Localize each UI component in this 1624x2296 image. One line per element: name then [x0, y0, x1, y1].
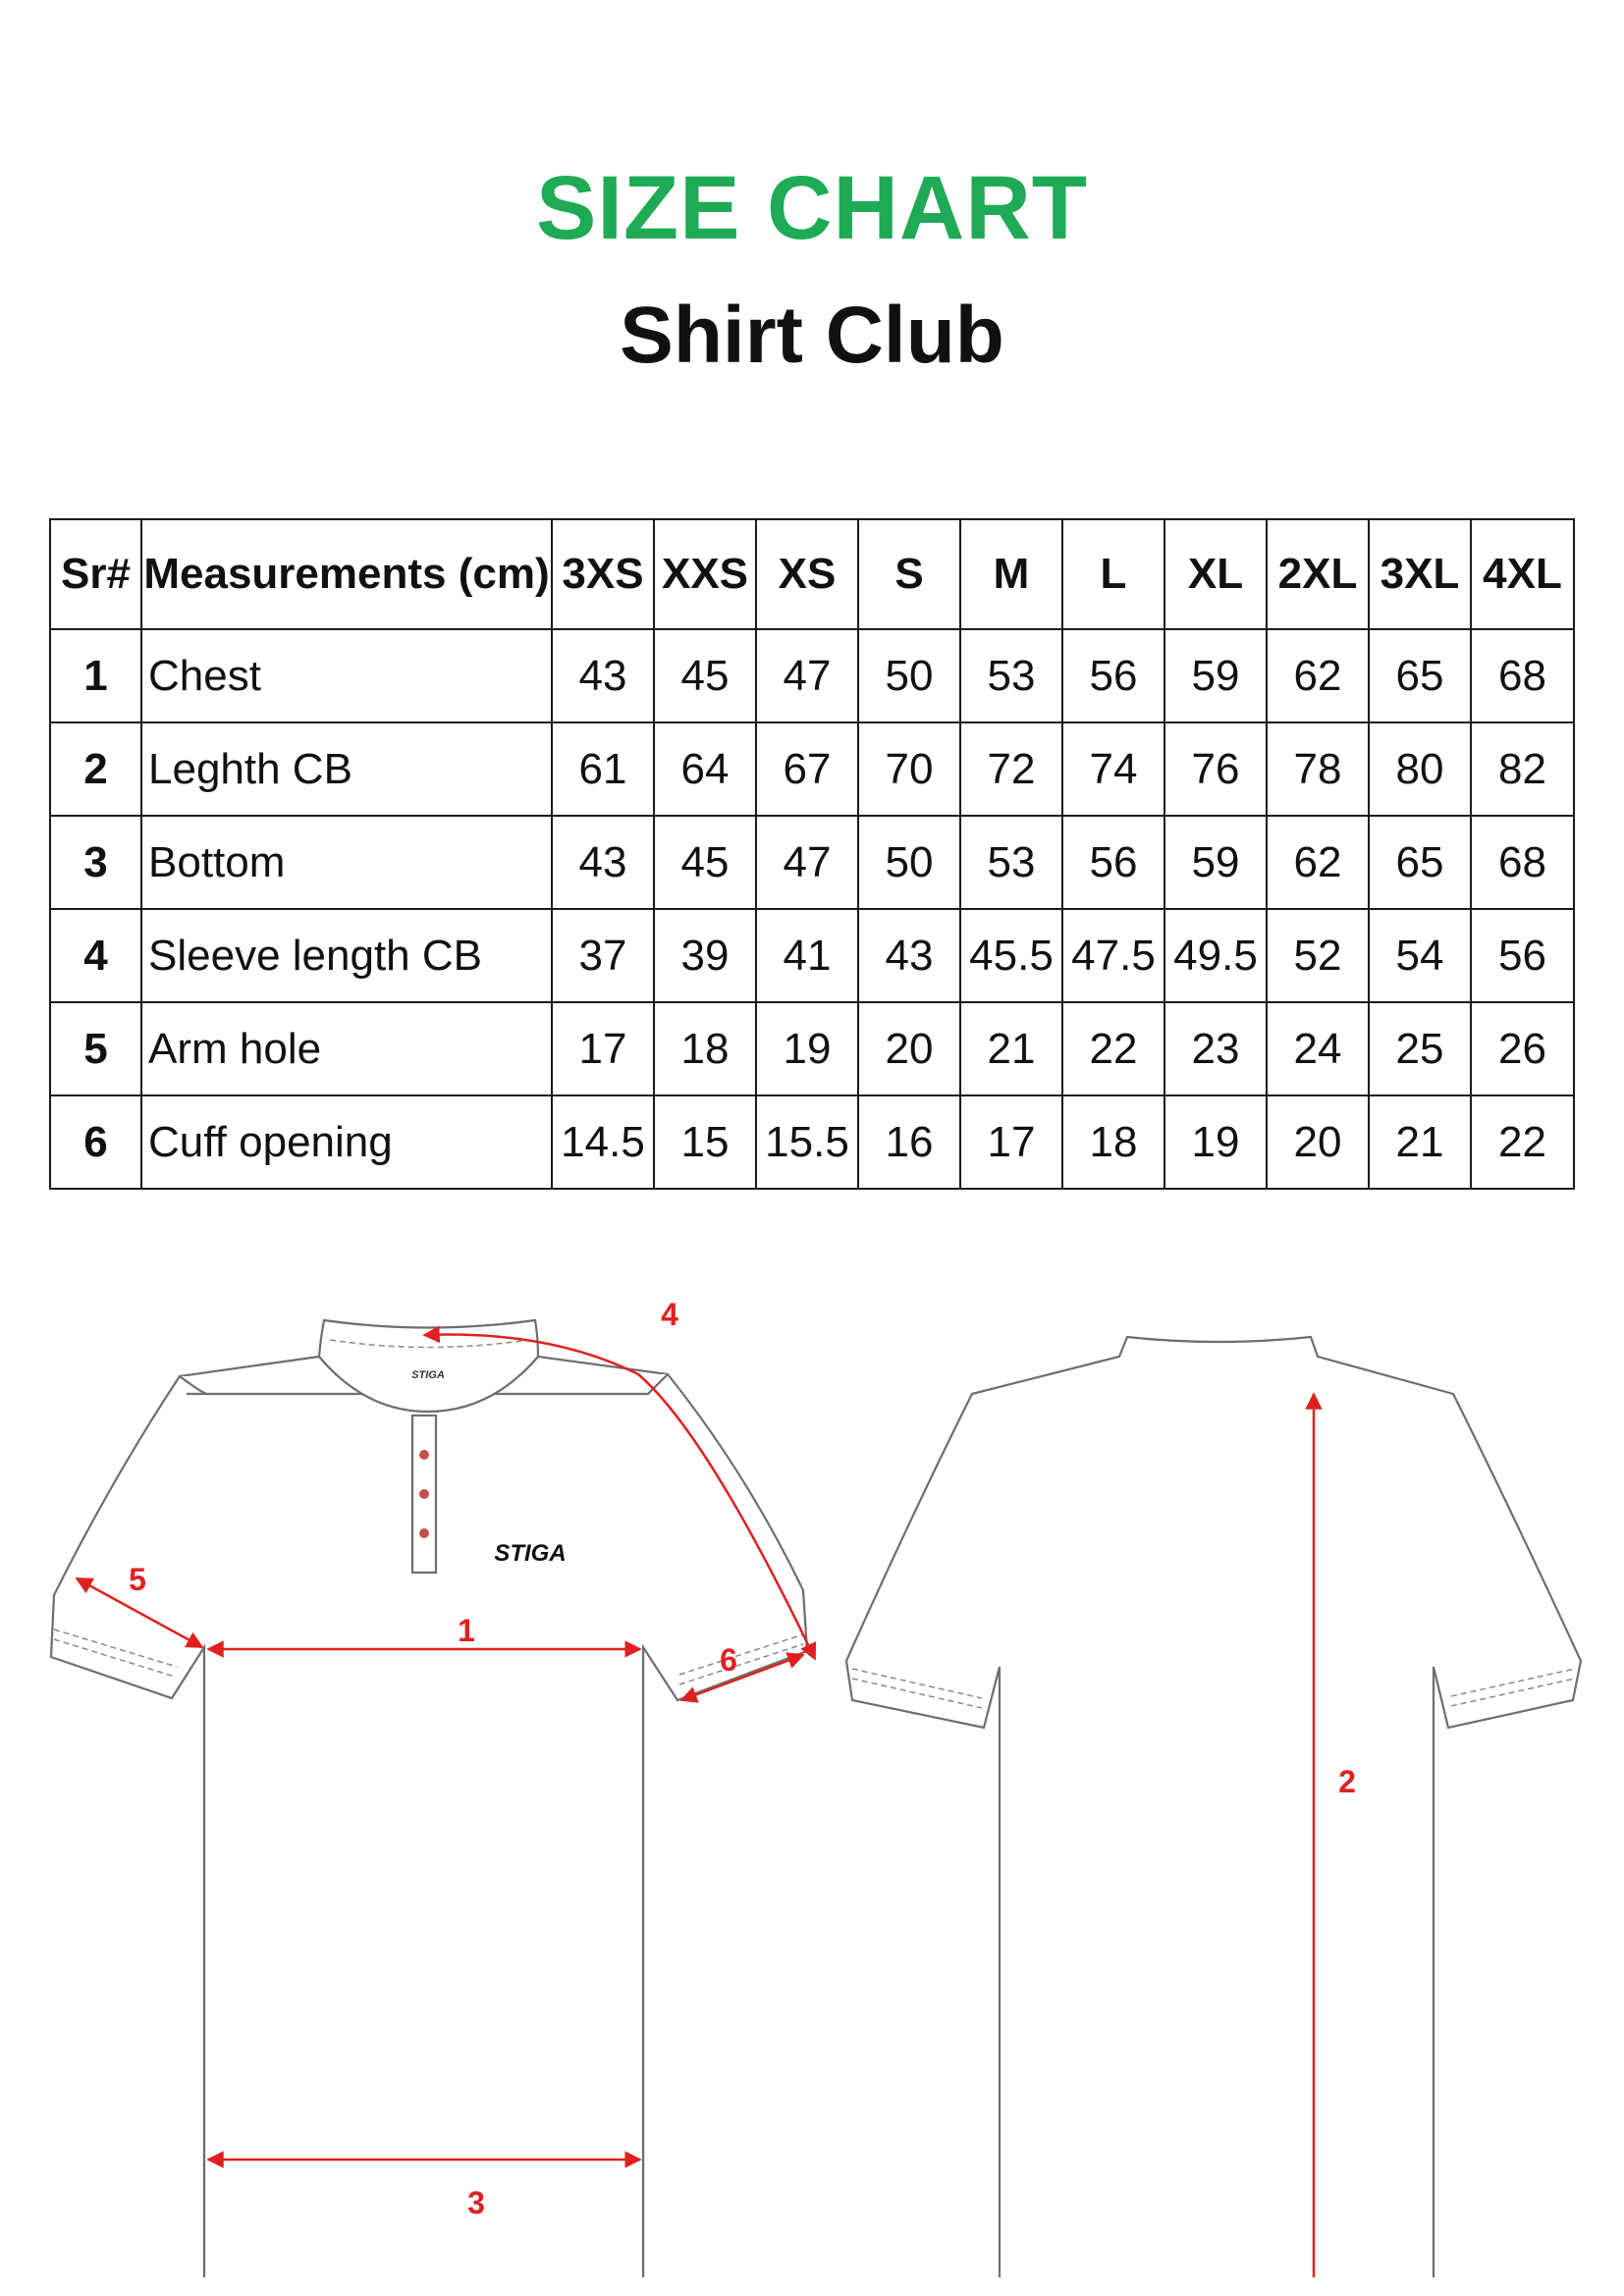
size-value: 23	[1164, 1002, 1267, 1095]
size-value: 17	[960, 1095, 1062, 1189]
collar-logo: STIGA	[411, 1369, 445, 1381]
size-value: 64	[654, 722, 756, 816]
size-value: 56	[1062, 629, 1164, 722]
size-value: 59	[1164, 629, 1267, 722]
size-value: 49.5	[1164, 909, 1267, 1002]
size-value: 18	[654, 1002, 756, 1095]
header-cell: 2XL	[1267, 519, 1369, 629]
size-value: 45	[654, 816, 756, 909]
size-value: 47	[756, 629, 858, 722]
header-cell: XL	[1164, 519, 1267, 629]
size-value: 24	[1267, 1002, 1369, 1095]
size-value: 50	[858, 629, 960, 722]
size-value: 15.5	[756, 1095, 858, 1189]
size-value: 21	[960, 1002, 1062, 1095]
size-value: 80	[1369, 722, 1471, 816]
header-cell: S	[858, 519, 960, 629]
size-value: 14.5	[552, 1095, 654, 1189]
size-value: 45	[654, 629, 756, 722]
size-value: 53	[960, 629, 1062, 722]
button-icon	[419, 1528, 429, 1538]
size-value: 37	[552, 909, 654, 1002]
size-value: 25	[1369, 1002, 1471, 1095]
table-row	[50, 909, 1574, 1002]
size-value: 61	[552, 722, 654, 816]
table-row	[50, 816, 1574, 909]
header-cell: Sr#	[50, 519, 141, 629]
table-header-row	[50, 519, 1574, 629]
header-cell: XS	[756, 519, 858, 629]
size-value: 65	[1369, 816, 1471, 909]
size-value: 67	[756, 722, 858, 816]
size-value: 78	[1267, 722, 1369, 816]
size-value: 45.5	[960, 909, 1062, 1002]
size-value: 62	[1267, 629, 1369, 722]
size-value: 68	[1471, 629, 1574, 722]
size-value: 53	[960, 816, 1062, 909]
size-value: 43	[552, 629, 654, 722]
measurement-name: Sleeve length CB	[141, 909, 552, 1002]
size-value: 18	[1062, 1095, 1164, 1189]
size-value: 52	[1267, 909, 1369, 1002]
measure-label-1: 1	[458, 1613, 475, 1648]
measure-label-3: 3	[467, 2185, 485, 2220]
size-value: 74	[1062, 722, 1164, 816]
size-value: 56	[1062, 816, 1164, 909]
size-value: 19	[1164, 1095, 1267, 1189]
size-value: 19	[756, 1002, 858, 1095]
size-value: 15	[654, 1095, 756, 1189]
header-cell: Measurements (cm)	[141, 519, 552, 629]
shirt-front-view	[51, 1320, 807, 2277]
size-value: 20	[1267, 1095, 1369, 1189]
size-value: 20	[858, 1002, 960, 1095]
size-value: 82	[1471, 722, 1574, 816]
size-value: 41	[756, 909, 858, 1002]
size-table	[49, 518, 1575, 1190]
header-cell: L	[1062, 519, 1164, 629]
measurement-name: Arm hole	[141, 1002, 552, 1095]
measurement-name: Leghth CB	[141, 722, 552, 816]
header-cell: XXS	[654, 519, 756, 629]
header-cell: 3XS	[552, 519, 654, 629]
measurement-name: Bottom	[141, 816, 552, 909]
measure-label-2: 2	[1338, 1764, 1356, 1799]
front-body-outline-icon	[204, 1647, 643, 2277]
size-value: 65	[1369, 629, 1471, 722]
size-value: 62	[1267, 816, 1369, 909]
row-number: 4	[50, 909, 141, 1002]
measure-label-4: 4	[661, 1297, 678, 1332]
row-number: 3	[50, 816, 141, 909]
size-value: 17	[552, 1002, 654, 1095]
chest-logo: STIGA	[494, 1540, 567, 1567]
size-value: 54	[1369, 909, 1471, 1002]
measure-label-5: 5	[129, 1562, 146, 1597]
size-value: 70	[858, 722, 960, 816]
size-value: 16	[858, 1095, 960, 1189]
header-cell: 3XL	[1369, 519, 1471, 629]
product-name: Shirt Club	[620, 291, 1004, 380]
size-value: 72	[960, 722, 1062, 816]
row-number: 5	[50, 1002, 141, 1095]
row-number: 6	[50, 1095, 141, 1189]
header-cell: M	[960, 519, 1062, 629]
shirt-diagram	[0, 1296, 1624, 2277]
back-shirt-outline-icon	[846, 1337, 1581, 2277]
size-value: 47	[756, 816, 858, 909]
row-number: 1	[50, 629, 141, 722]
shirt-diagram-svg	[0, 1296, 1624, 2277]
size-value: 21	[1369, 1095, 1471, 1189]
size-value: 43	[552, 816, 654, 909]
size-value: 39	[654, 909, 756, 1002]
page-title: SIZE CHART	[536, 158, 1088, 258]
row-number: 2	[50, 722, 141, 816]
size-value: 26	[1471, 1002, 1574, 1095]
table-row	[50, 1095, 1574, 1189]
size-value: 59	[1164, 816, 1267, 909]
size-value: 43	[858, 909, 960, 1002]
table-row	[50, 629, 1574, 722]
shirt-back-view	[846, 1337, 1581, 2277]
size-value: 22	[1062, 1002, 1164, 1095]
measurement-name: Chest	[141, 629, 552, 722]
size-value: 76	[1164, 722, 1267, 816]
size-value: 22	[1471, 1095, 1574, 1189]
size-value: 56	[1471, 909, 1574, 1002]
size-value: 50	[858, 816, 960, 909]
button-icon	[419, 1489, 429, 1499]
measure-label-6: 6	[720, 1642, 737, 1678]
header-cell: 4XL	[1471, 519, 1574, 629]
measurement-name: Cuff opening	[141, 1095, 552, 1189]
size-value: 47.5	[1062, 909, 1164, 1002]
table-row	[50, 722, 1574, 816]
table-row	[50, 1002, 1574, 1095]
size-value: 68	[1471, 816, 1574, 909]
button-icon	[419, 1450, 429, 1460]
